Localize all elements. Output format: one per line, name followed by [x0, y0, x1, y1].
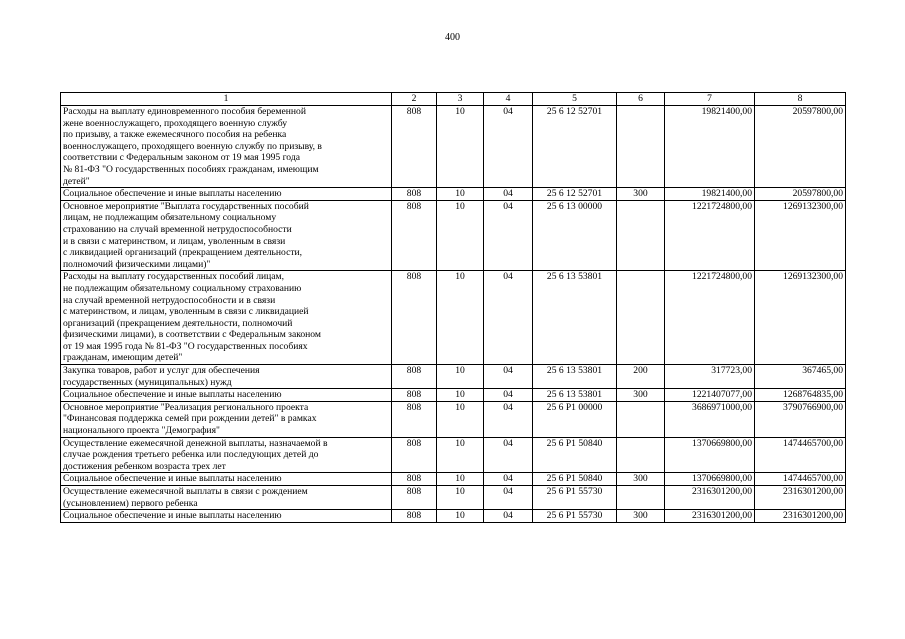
subsection-code-cell: 04 — [484, 365, 533, 389]
subsection-code-cell: 04 — [484, 200, 533, 271]
expense-type-cell — [617, 271, 665, 365]
ministry-code-cell: 808 — [392, 401, 437, 437]
amount-year1-cell: 1221407077,00 — [665, 389, 755, 402]
table-row — [61, 200, 846, 271]
amount-year2-cell: 1269132300,00 — [755, 271, 846, 365]
description-cell: Социальное обеспечение и иные выплаты населению — [61, 188, 392, 201]
amount-year2-cell: 1474465700,00 — [755, 437, 846, 473]
expense-type-cell: 300 — [617, 389, 665, 402]
target-article-cell: 25 6 13 53801 — [533, 389, 617, 402]
column-header: 8 — [755, 93, 846, 106]
ministry-code-cell: 808 — [392, 486, 437, 510]
target-article-cell: 25 6 13 00000 — [533, 200, 617, 271]
amount-year1-cell: 1370669800,00 — [665, 437, 755, 473]
ministry-code-cell: 808 — [392, 365, 437, 389]
expense-type-cell: 300 — [617, 188, 665, 201]
table-row — [61, 401, 846, 437]
target-article-cell: 25 6 13 53801 — [533, 271, 617, 365]
description-cell: Закупка товаров, работ и услуг для обеспечения государственных (муниципальных) нужд — [61, 365, 392, 389]
subsection-code-cell: 04 — [484, 271, 533, 365]
subsection-code-cell: 04 — [484, 401, 533, 437]
table-row — [61, 389, 846, 402]
subsection-code-cell: 04 — [484, 510, 533, 523]
column-header: 2 — [392, 93, 437, 106]
column-header: 3 — [437, 93, 484, 106]
subsection-code-cell: 04 — [484, 437, 533, 473]
table-row — [61, 271, 846, 365]
target-article-cell: 25 6 12 52701 — [533, 188, 617, 201]
amount-year1-cell: 19821400,00 — [665, 188, 755, 201]
expense-type-cell — [617, 401, 665, 437]
table-row — [61, 510, 846, 523]
amount-year2-cell: 1474465700,00 — [755, 473, 846, 486]
target-article-cell: 25 6 P1 55730 — [533, 510, 617, 523]
ministry-code-cell: 808 — [392, 200, 437, 271]
subsection-code-cell: 04 — [484, 473, 533, 486]
ministry-code-cell: 808 — [392, 389, 437, 402]
expense-type-cell: 300 — [617, 473, 665, 486]
column-header: 4 — [484, 93, 533, 106]
amount-year1-cell: 2316301200,00 — [665, 510, 755, 523]
expense-type-cell — [617, 437, 665, 473]
description-cell: Осуществление ежемесячной денежной выплаты, назначаемой в случае рождения третьего ребенка или последующих детей до достижения ребенком возраста трех лет — [61, 437, 392, 473]
column-header: 6 — [617, 93, 665, 106]
column-header: 1 — [61, 93, 392, 106]
expense-type-cell — [617, 200, 665, 271]
column-header: 7 — [665, 93, 755, 106]
page-number: 400 — [445, 32, 460, 43]
target-article-cell: 25 6 P1 50840 — [533, 473, 617, 486]
description-cell: Расходы на выплату единовременного пособия беременной жене военнослужащего, проходящего военную службу по призыву, а также ежемесячного пособия на ребенка военнослужащего, проходящего военную службу по призыву, в соответствии с Федеральным законом от 19 мая 1995 года № 81-ФЗ "О государственных пособиях гражданам, имеющим детей" — [61, 106, 392, 188]
table-row — [61, 365, 846, 389]
section-code-cell: 10 — [437, 365, 484, 389]
amount-year2-cell: 1268764835,00 — [755, 389, 846, 402]
target-article-cell: 25 6 P1 00000 — [533, 401, 617, 437]
ministry-code-cell: 808 — [392, 106, 437, 188]
ministry-code-cell: 808 — [392, 437, 437, 473]
target-article-cell: 25 6 13 53801 — [533, 365, 617, 389]
section-code-cell: 10 — [437, 473, 484, 486]
target-article-cell: 25 6 P1 55730 — [533, 486, 617, 510]
table-row — [61, 188, 846, 201]
amount-year1-cell: 1221724800,00 — [665, 200, 755, 271]
budget-table — [60, 92, 846, 523]
description-cell: Основное мероприятие "Выплата государственных пособий лицам, не подлежащим обязательному социальному страхованию на случай временной нетрудоспособности и в связи с материнством, и лицам, уволенным в связи с ликвидацией организаций (прекращением деятельности, полномочий физическими лицами)" — [61, 200, 392, 271]
section-code-cell: 10 — [437, 510, 484, 523]
amount-year2-cell: 3790766900,00 — [755, 401, 846, 437]
subsection-code-cell: 04 — [484, 188, 533, 201]
section-code-cell: 10 — [437, 486, 484, 510]
amount-year1-cell: 1370669800,00 — [665, 473, 755, 486]
section-code-cell: 10 — [437, 106, 484, 188]
amount-year2-cell: 20597800,00 — [755, 188, 846, 201]
description-cell: Расходы на выплату государственных пособий лицам, не подлежащим обязательному социальному страхованию на случай временной нетрудоспособности и в связи с материнством, и лицам, уволенным в связи с ликвидацией организаций (прекращением деятельности, полномочий физическими лицами), в соответствии с Федеральным законом от 19 мая 1995 года № 81-ФЗ "О государственных пособиях гражданам, имеющим детей" — [61, 271, 392, 365]
amount-year1-cell: 317723,00 — [665, 365, 755, 389]
expense-type-cell — [617, 106, 665, 188]
amount-year2-cell: 1269132300,00 — [755, 200, 846, 271]
amount-year1-cell: 19821400,00 — [665, 106, 755, 188]
amount-year2-cell: 2316301200,00 — [755, 510, 846, 523]
amount-year2-cell: 2316301200,00 — [755, 486, 846, 510]
ministry-code-cell: 808 — [392, 271, 437, 365]
amount-year1-cell: 1221724800,00 — [665, 271, 755, 365]
column-header: 5 — [533, 93, 617, 106]
table-row — [61, 473, 846, 486]
table-row — [61, 486, 846, 510]
section-code-cell: 10 — [437, 437, 484, 473]
description-cell: Социальное обеспечение и иные выплаты населению — [61, 389, 392, 402]
section-code-cell: 10 — [437, 188, 484, 201]
subsection-code-cell: 04 — [484, 486, 533, 510]
description-cell: Социальное обеспечение и иные выплаты населению — [61, 473, 392, 486]
expense-type-cell: 300 — [617, 510, 665, 523]
subsection-code-cell: 04 — [484, 106, 533, 188]
target-article-cell: 25 6 12 52701 — [533, 106, 617, 188]
amount-year2-cell: 367465,00 — [755, 365, 846, 389]
expense-type-cell: 200 — [617, 365, 665, 389]
description-cell: Основное мероприятие "Реализация регионального проекта "Финансовая поддержка семей при рождении детей" в рамках национального проекта "Демография" — [61, 401, 392, 437]
subsection-code-cell: 04 — [484, 389, 533, 402]
section-code-cell: 10 — [437, 401, 484, 437]
section-code-cell: 10 — [437, 271, 484, 365]
header-row — [61, 93, 846, 106]
description-cell: Социальное обеспечение и иные выплаты населению — [61, 510, 392, 523]
description-cell: Осуществление ежемесячной выплаты в связи с рождением (усыновлением) первого ребенка — [61, 486, 392, 510]
target-article-cell: 25 6 P1 50840 — [533, 437, 617, 473]
amount-year2-cell: 20597800,00 — [755, 106, 846, 188]
table-row — [61, 437, 846, 473]
amount-year1-cell: 2316301200,00 — [665, 486, 755, 510]
expense-type-cell — [617, 486, 665, 510]
amount-year1-cell: 3686971000,00 — [665, 401, 755, 437]
section-code-cell: 10 — [437, 389, 484, 402]
ministry-code-cell: 808 — [392, 188, 437, 201]
ministry-code-cell: 808 — [392, 473, 437, 486]
section-code-cell: 10 — [437, 200, 484, 271]
table-row — [61, 106, 846, 188]
ministry-code-cell: 808 — [392, 510, 437, 523]
